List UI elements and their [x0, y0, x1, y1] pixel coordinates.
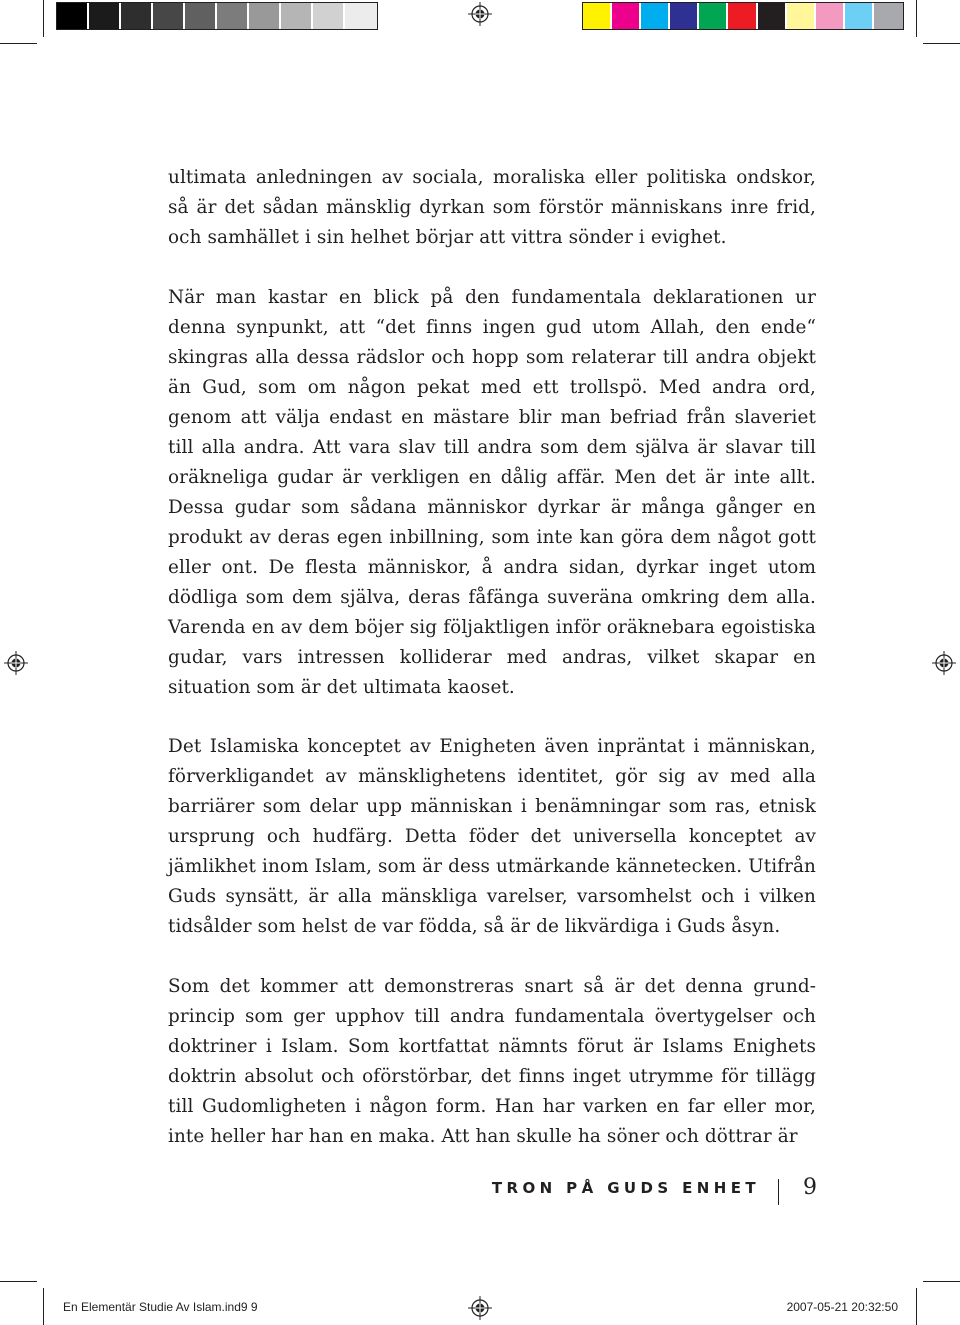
slug-file-info: En Elementär Studie Av Islam.ind9 9: [63, 1300, 258, 1314]
gray-swatch: [249, 3, 281, 29]
gray-swatch: [185, 3, 217, 29]
gray-swatch: [345, 3, 377, 29]
gray-swatch: [89, 3, 121, 29]
color-swatch: [612, 3, 641, 29]
color-swatch: [874, 3, 903, 29]
footer-divider: [778, 1179, 779, 1205]
crop-mark-top-left-horizontal: [0, 43, 37, 44]
gray-swatch: [313, 3, 345, 29]
body-paragraph: När man kastar en blick på den fundamentala deklarationen ur denna synpunkt, att “det finns ingen gud utom Allah, den ende“ skingras alla dessa rädslor och hopp som relaterar till andra objekt än Gud, som om någon pekat med ett trollspö. Med andra ord, genom att välja endast en mästare blir man befriad från slaveriet till alla andra. Att vara slav till andra som dem själva är slavar till oräkneliga gudar är verkligen en dålig affär. Men det är inte allt. Dessa gudar som sådana människor dyrkar är många gånger en produkt av deras egen inbillning, som inte kan göra dem något gott eller ont. De flesta människor, å andra sidan, dyrkar inget utom dödliga som dem själva, deras fåfänga suveräna omkring dem alla. Varenda en av dem böjer sig följaktligen inför oräknebara egoistiska gudar, vars intressen kolliderar med andras, vilket skapar en situation som är det ultimata kaoset.: [168, 287, 816, 698]
color-swatch: [641, 3, 670, 29]
color-swatch: [816, 3, 845, 29]
slug-timestamp: 2007-05-21 20:32:50: [786, 1300, 898, 1314]
color-swatch: [758, 3, 787, 29]
body-paragraph: Det Islamiska konceptet av Enigheten även inpräntat i människan, förverkligandet av mänsklighetens identitet, gör sig av med alla barriärer som delar upp människan i benämningar som ras, etnisk ursprung och hudfärg. Detta föder det universella konceptet av jämlikhet inom Islam, som är dess utmärkande kännetecken. Utifrån Guds synsätt, är alla mänskliga varelser, varsomhelst och i vilken tidsålder som helst de var födda, så är de likvärdiga i Guds åsyn.: [168, 736, 816, 937]
gray-swatch: [281, 3, 313, 29]
crop-mark-bottom-right-vertical: [916, 1288, 917, 1325]
color-swatch: [699, 3, 728, 29]
body-paragraph: Som det kommer att demonstreras snart så är det denna grundprincip som ger upphov till andra fundamentala övertygelser och doktriner i Islam. Som kortfattat nämnts förut är Islams Enighets doktrin absolut och oförstörbar, det finns inget utrymme för tillägg till Gudomligheten i någon form. Han har varken en far eller mor, inte heller har han en maka. Att han skulle ha söner och döttrar är: [168, 976, 816, 1147]
gray-swatch: [57, 3, 89, 29]
color-swatch: [583, 3, 612, 29]
gray-swatch: [153, 3, 185, 29]
color-swatch: [845, 3, 874, 29]
registration-mark-bottom-icon: [468, 1296, 492, 1320]
crop-mark-top-right-horizontal: [923, 43, 960, 44]
crop-mark-top-right-vertical: [916, 0, 917, 37]
grayscale-color-bar: [56, 2, 378, 30]
color-swatch: [787, 3, 816, 29]
crop-mark-bottom-left-horizontal: [0, 1281, 37, 1282]
crop-mark-top-left-vertical: [43, 0, 44, 37]
process-color-bar: [582, 2, 904, 30]
running-title: TRON PÅ GUDS ENHET: [491, 1179, 760, 1197]
page-number: 9: [803, 1175, 817, 1200]
crop-mark-bottom-left-vertical: [43, 1288, 44, 1325]
color-swatch: [728, 3, 757, 29]
registration-mark-top-icon: [468, 2, 492, 26]
crop-mark-bottom-right-horizontal: [923, 1281, 960, 1282]
registration-mark-right-icon: [932, 651, 956, 675]
color-swatch: [670, 3, 699, 29]
gray-swatch: [121, 3, 153, 29]
registration-mark-left-icon: [4, 651, 28, 675]
body-paragraph: ultimata anledningen av sociala, moraliska eller politiska ondskor, så är det sådan mänsklig dyrkan som förstör människans inre frid, och samhället i sin helhet börjar att vittra sönder i evighet.: [168, 167, 816, 248]
gray-swatch: [217, 3, 249, 29]
